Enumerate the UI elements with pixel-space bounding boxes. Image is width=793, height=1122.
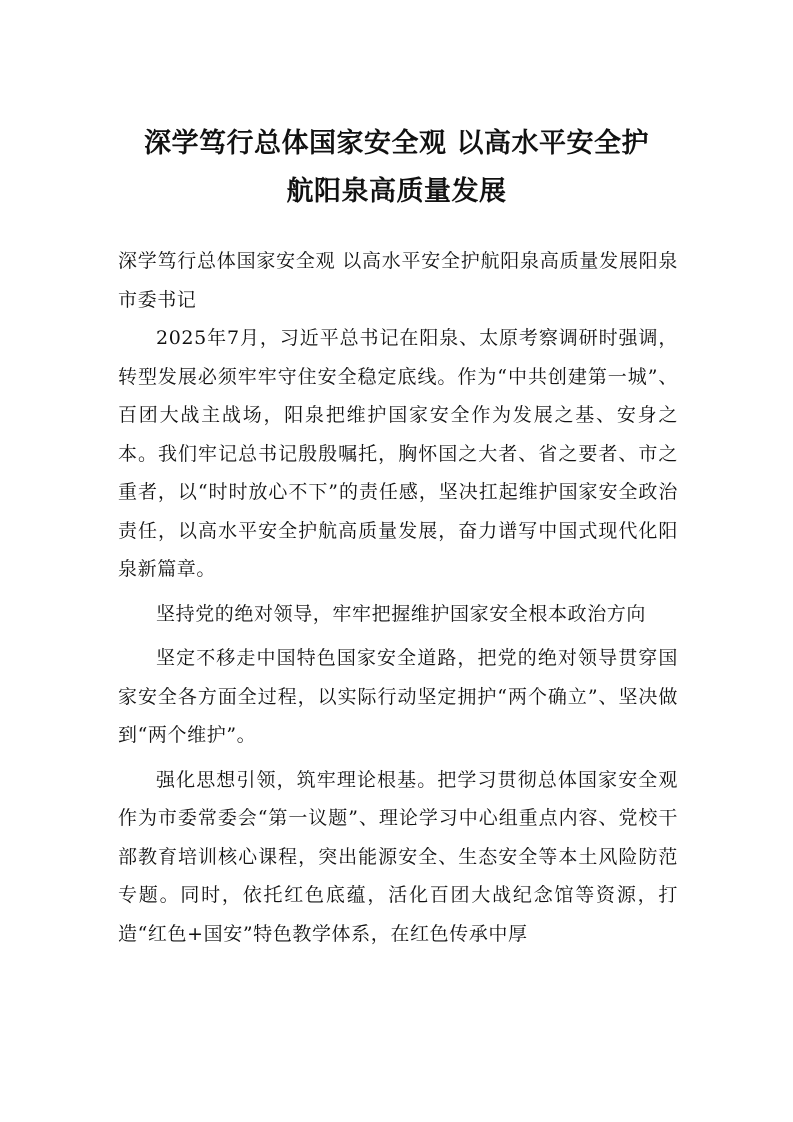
body-paragraph: 坚定不移走中国特色国家安全道路，把党的绝对领导贯穿国家安全各方面全过程，以实际行动坚定拥护“两个确立”、坚决做到“两个维护”。 (118, 647, 678, 746)
body-paragraph: 强化思想引领，筑牢理论根基。把学习贯彻总体国家安全观作为市委常委会“第一议题”、理论学习中心组重点内容、党校干部教育培训核心课程，突出能源安全、生态安全等本土风险防范专题。同时，依托红色底蕴，活化百团大战纪念馆等资源，打造“红色+国安”特色教学体系，在红色传承中厚 (118, 768, 678, 945)
document-title-line-2: 航阳泉高质量发展 (286, 176, 507, 207)
section-heading: 坚持党的绝对领导，牢牢把握维护国家安全根本政治方向 (156, 602, 647, 625)
document-body (118, 242, 678, 953)
subtitle-paragraph: 深学笃行总体国家安全观 以高水平安全护航阳泉高质量发展阳泉市委书记 (118, 250, 678, 311)
body-paragraph: 2025年7月，习近平总书记在阳泉、太原考察调研时强调，转型发展必须牢牢守住安全稳定底线。作为“中共创建第一城”、百团大战主战场，阳泉把维护国家安全作为发展之基、安身之本。我们牢记总书记殷殷嘱托，胸怀国之大者、省之要者、市之重者，以“时时放心不下”的责任感，坚决扛起维护国家安全政治责任，以高水平安全护航高质量发展，奋力谱写中国式现代化阳泉新篇章。 (118, 327, 678, 580)
document-title-line-1: 深学笃行总体国家安全观 以高水平安全护 (144, 128, 649, 159)
